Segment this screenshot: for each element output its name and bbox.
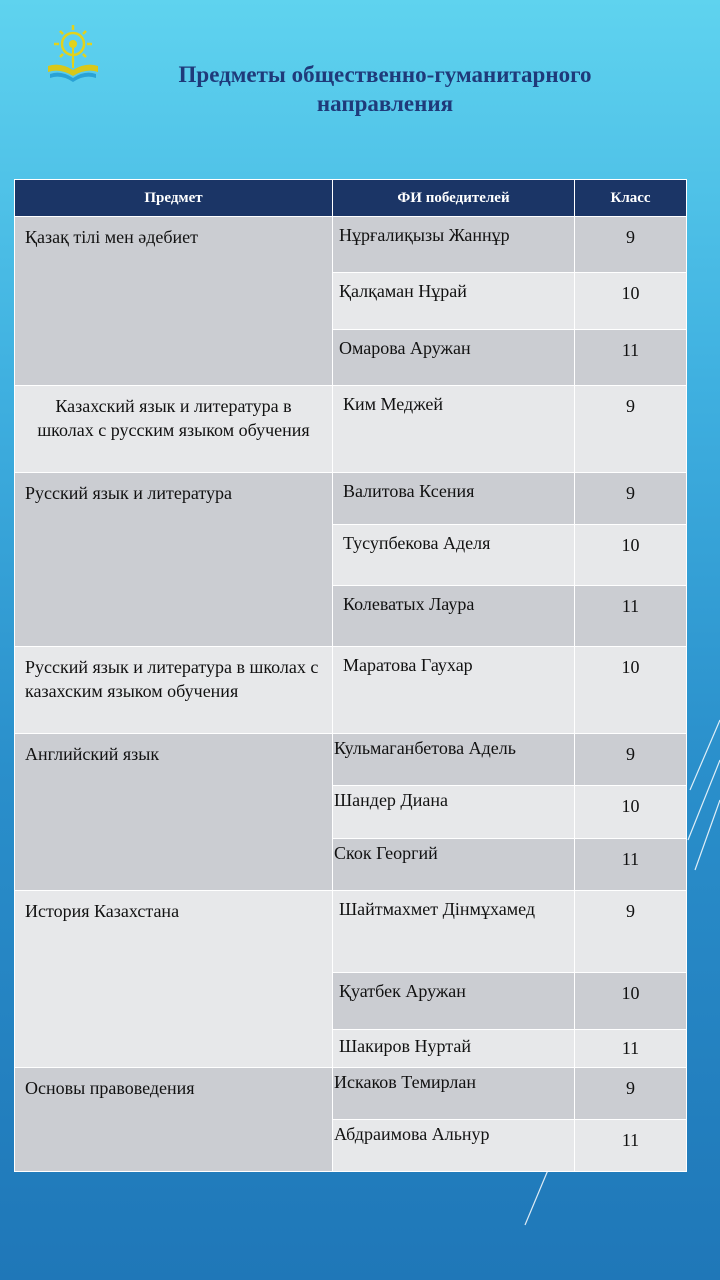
- grade-cell: 9: [575, 1068, 687, 1120]
- grade-cell: 9: [575, 891, 687, 973]
- winner-name: Қалқаман Нұрай: [333, 273, 575, 330]
- table-row: [15, 386, 687, 473]
- header-winners: ФИ победителей: [333, 180, 575, 217]
- subject-cell: Английский язык: [15, 734, 333, 891]
- table-header-row: [15, 180, 687, 217]
- grade-cell: 11: [575, 330, 687, 386]
- subject-cell: Русский язык и литература в школах с казахским языком обучения: [15, 647, 333, 734]
- header-subject: Предмет: [15, 180, 333, 217]
- winner-name: Нұрғалиқызы Жаннұр: [333, 217, 575, 273]
- winner-name: Маратова Гаухар: [333, 647, 575, 734]
- school-logo-icon: [42, 22, 104, 84]
- subject-cell: Русский язык и литература: [15, 473, 333, 647]
- winner-name: Шандер Диана: [333, 786, 575, 839]
- grade-cell: 10: [575, 786, 687, 839]
- grade-cell: 10: [575, 273, 687, 330]
- page-title: Предметы общественно-гуманитарного направления: [178, 62, 592, 116]
- table-row: [15, 891, 687, 973]
- winner-name: Шайтмахмет Дінмұхамед: [333, 891, 575, 973]
- table-row: [15, 473, 687, 525]
- grade-cell: 11: [575, 586, 687, 647]
- subject-cell: Қазақ тілі мен әдебиет: [15, 217, 333, 386]
- grade-cell: 9: [575, 473, 687, 525]
- winner-name: Қуатбек Аружан: [333, 973, 575, 1030]
- table-row: [15, 647, 687, 734]
- grade-cell: 10: [575, 973, 687, 1030]
- grade-cell: 11: [575, 1030, 687, 1068]
- table-row: [15, 734, 687, 786]
- winner-name: Валитова Ксения: [333, 473, 575, 525]
- grade-cell: 9: [575, 734, 687, 786]
- table-row: [15, 217, 687, 273]
- winners-table: [14, 179, 687, 1172]
- winner-name: Абдраимова Альнур: [333, 1120, 575, 1172]
- subject-cell: Казахский язык и литература в школах с русским языком обучения: [15, 386, 333, 473]
- grade-cell: 11: [575, 839, 687, 891]
- winner-name: Тусупбекова Аделя: [333, 525, 575, 586]
- grade-cell: 10: [575, 647, 687, 734]
- table-row: [15, 1068, 687, 1120]
- winner-name: Омарова Аружан: [333, 330, 575, 386]
- winner-name: Ким Меджей: [333, 386, 575, 473]
- grade-cell: 10: [575, 525, 687, 586]
- winner-name: Скок Георгий: [333, 839, 575, 891]
- winner-name: Кульмаганбетова Адель: [333, 734, 575, 786]
- subject-cell: История Казахстана: [15, 891, 333, 1068]
- subject-cell: Основы правоведения: [15, 1068, 333, 1172]
- winner-name: Колеватых Лаура: [333, 586, 575, 647]
- grade-cell: 9: [575, 217, 687, 273]
- winner-name: Искаков Темирлан: [333, 1068, 575, 1120]
- grade-cell: 11: [575, 1120, 687, 1172]
- winner-name: Шакиров Нуртай: [333, 1030, 575, 1068]
- header-grade: Класс: [575, 180, 687, 217]
- grade-cell: 9: [575, 386, 687, 473]
